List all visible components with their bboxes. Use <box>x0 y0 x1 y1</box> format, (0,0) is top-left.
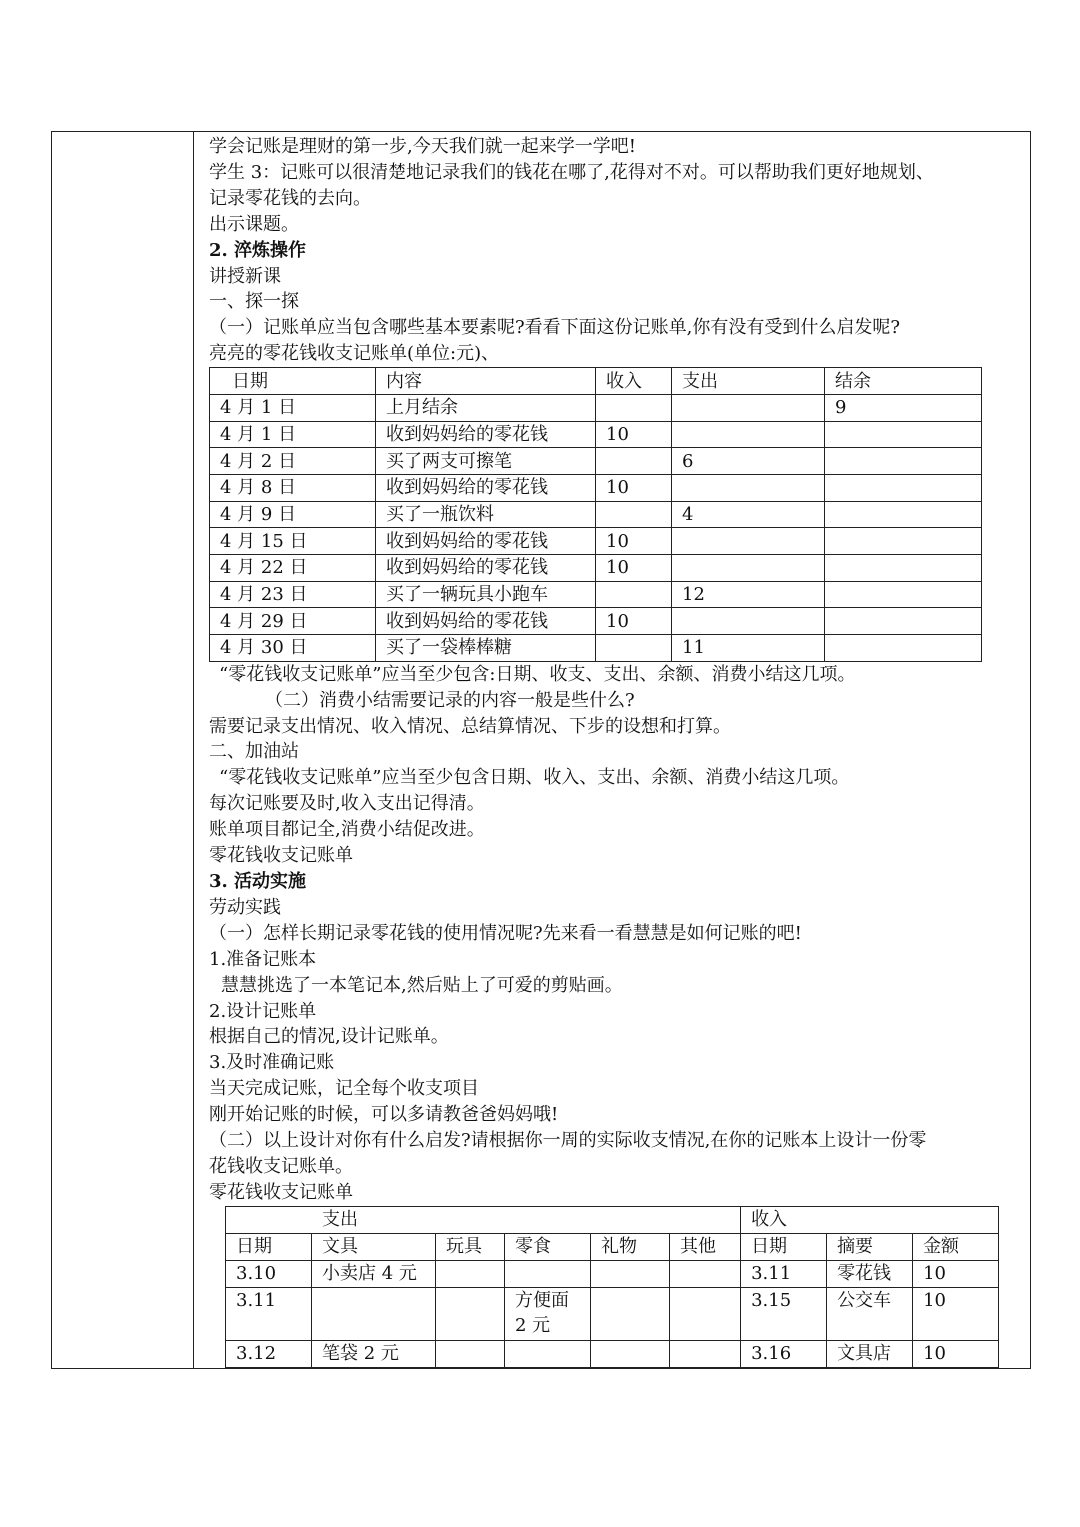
ledger-cell: 4 <box>672 501 825 528</box>
column-divider <box>193 132 194 1368</box>
ledger-cell: 买了一瓶饮料 <box>376 501 596 528</box>
book-cell <box>670 1340 741 1367</box>
subsection-heading: 一、探一探 <box>209 291 299 313</box>
book-cell-line: 方便面 <box>515 1289 569 1311</box>
ledger-cell: 4 月 22 日 <box>210 554 376 581</box>
ledger-cell <box>825 528 982 555</box>
ledger-cell: 10 <box>596 554 672 581</box>
ledger-cell <box>596 635 672 662</box>
ledger-cell: 12 <box>672 581 825 608</box>
ledger-cell: 4 月 9 日 <box>210 501 376 528</box>
book-cell: 小卖店 4 元 <box>312 1260 436 1287</box>
expense-group-header: 支出 <box>226 1206 741 1233</box>
book-cell: 3.11 <box>741 1260 827 1287</box>
text-line: 刚开始记账的时候，可以多请教爸爸妈妈哦! <box>209 1104 559 1126</box>
ledger-cell <box>596 448 672 475</box>
ledger-cell <box>672 394 825 421</box>
ledger-cell: 10 <box>596 528 672 555</box>
ledger-table <box>209 367 982 662</box>
subsection-heading: 劳动实践 <box>209 896 281 918</box>
table-row <box>210 421 982 448</box>
ledger-cell <box>825 421 982 448</box>
ledger-cell: 收到妈妈给的零花钱 <box>376 421 596 448</box>
text-line: “零花钱收支记账单”应当至少包含日期、收入、支出、余额、消费小结这几项。 <box>219 767 850 789</box>
table-row <box>210 448 982 475</box>
book-cell: 3.16 <box>741 1340 827 1367</box>
table-row <box>210 581 982 608</box>
table-row <box>226 1287 999 1340</box>
ledger-cell <box>825 501 982 528</box>
book-cell: 3.10 <box>226 1260 312 1287</box>
ledger-header-cell: 内容 <box>376 368 596 395</box>
book-cell <box>591 1287 670 1340</box>
question-text: （二）以上设计对你有什么启发?请根据你一周的实际收支情况,在你的记账本上设计一份零 <box>209 1130 927 1152</box>
book-cell <box>591 1260 670 1287</box>
ledger-cell: 11 <box>672 635 825 662</box>
book-header-cell: 零食 <box>505 1233 591 1260</box>
book-cell <box>505 1287 591 1340</box>
section-heading: 2. 淬炼操作 <box>209 239 307 261</box>
ledger-header-cell: 日期 <box>210 368 376 395</box>
book-cell: 文具店 <box>827 1340 913 1367</box>
table-row <box>210 528 982 555</box>
ledger-header-cell: 收入 <box>596 368 672 395</box>
book-cell: 10 <box>913 1287 999 1340</box>
ledger-cell <box>825 448 982 475</box>
table-row <box>226 1260 999 1287</box>
ledger-cell: 10 <box>596 421 672 448</box>
ledger-cell <box>825 608 982 635</box>
ledger-cell: 6 <box>672 448 825 475</box>
ledger-cell: 买了两支可擦笔 <box>376 448 596 475</box>
ledger-cell: 4 月 15 日 <box>210 528 376 555</box>
step-heading: 2.设计记账单 <box>209 1000 317 1022</box>
account-book-table <box>225 1206 999 1368</box>
table-row <box>210 635 982 662</box>
text-line: 零花钱收支记账单 <box>209 845 353 867</box>
book-cell <box>591 1340 670 1367</box>
ledger-cell: 10 <box>596 474 672 501</box>
text-line: 需要记录支出情况、收入情况、总结算情况、下步的设想和打算。 <box>209 715 731 737</box>
ledger-cell <box>825 581 982 608</box>
ledger-header-row <box>210 368 982 395</box>
question-text: （一）怎样长期记录零花钱的使用情况呢?先来看一看慧慧是如何记账的吧! <box>209 922 802 944</box>
book-header-cell: 日期 <box>226 1233 312 1260</box>
ledger-cell: 收到妈妈给的零花钱 <box>376 554 596 581</box>
ledger-cell <box>596 394 672 421</box>
book-cell <box>670 1287 741 1340</box>
ledger-cell: 买了一袋棒棒糖 <box>376 635 596 662</box>
ledger-cell <box>672 474 825 501</box>
ledger-cell <box>596 501 672 528</box>
step-heading: 3.及时准确记账 <box>209 1052 335 1074</box>
ledger-cell: 4 月 1 日 <box>210 394 376 421</box>
section-heading: 3. 活动实施 <box>209 870 307 892</box>
book-header-cell: 文具 <box>312 1233 436 1260</box>
book-cell <box>505 1340 591 1367</box>
text-line: 花钱收支记账单。 <box>209 1155 353 1177</box>
book-header-cell: 玩具 <box>436 1233 505 1260</box>
subsection-heading: 二、加油站 <box>209 741 299 763</box>
ledger-cell: 10 <box>596 608 672 635</box>
ledger-cell: 4 月 30 日 <box>210 635 376 662</box>
ledger-header-cell: 结余 <box>825 368 982 395</box>
book-cell <box>312 1287 436 1340</box>
book-cell: 10 <box>913 1260 999 1287</box>
table-row <box>226 1340 999 1367</box>
ledger-cell: 4 月 2 日 <box>210 448 376 475</box>
book-cell-line: 2 元 <box>515 1315 551 1337</box>
ledger-cell: 4 月 23 日 <box>210 581 376 608</box>
table-row <box>210 608 982 635</box>
table-row <box>210 394 982 421</box>
book-header-cell: 金额 <box>913 1233 999 1260</box>
book-cell <box>436 1340 505 1367</box>
text-line: 学生 3：记账可以很清楚地记录我们的钱花在哪了,花得对不对。可以帮助我们更好地规划、 <box>209 161 934 183</box>
question-text: （二）消费小结需要记录的内容一般是些什么? <box>265 689 635 711</box>
ledger-caption: 亮亮的零花钱收支记账单(单位:元)、 <box>209 343 500 365</box>
question-text: （一）记账单应当包含哪些基本要素呢?看看下面这份记账单,你有没有受到什么启发呢? <box>209 317 901 339</box>
book-cell: 公交车 <box>827 1287 913 1340</box>
subsection-heading: 讲授新课 <box>209 265 281 287</box>
ledger-cell: 4 月 1 日 <box>210 421 376 448</box>
ledger-cell <box>672 528 825 555</box>
lesson-plan-table <box>51 131 1031 1369</box>
income-group-header: 收入 <box>741 1206 999 1233</box>
text-line: 账单项目都记全,消费小结促改进。 <box>209 819 485 841</box>
ledger-cell <box>672 608 825 635</box>
table-caption: 零花钱收支记账单 <box>209 1181 353 1203</box>
text-line: 记录零花钱的去向。 <box>209 187 371 209</box>
table-row <box>210 501 982 528</box>
step-heading: 1.准备记账本 <box>209 948 317 970</box>
book-group-row <box>226 1206 999 1233</box>
ledger-cell: 收到妈妈给的零花钱 <box>376 528 596 555</box>
text-line: 根据自己的情况,设计记账单。 <box>209 1026 449 1048</box>
book-header-cell: 日期 <box>741 1233 827 1260</box>
book-cell: 3.15 <box>741 1287 827 1340</box>
ledger-cell <box>672 421 825 448</box>
ledger-cell: 4 月 29 日 <box>210 608 376 635</box>
text-line: 每次记账要及时,收入支出记得清。 <box>209 793 485 815</box>
book-cell: 3.12 <box>226 1340 312 1367</box>
ledger-cell: 上月结余 <box>376 394 596 421</box>
book-cell: 3.11 <box>226 1287 312 1340</box>
ledger-cell <box>825 635 982 662</box>
book-cell <box>436 1260 505 1287</box>
text-line: 出示课题。 <box>209 213 299 235</box>
text-line: 当天完成记账，记全每个收支项目 <box>209 1078 479 1100</box>
ledger-header-cell: 支出 <box>672 368 825 395</box>
text-line: 慧慧挑选了一本笔记本,然后贴上了可爱的剪贴画。 <box>221 974 623 996</box>
ledger-cell: 收到妈妈给的零花钱 <box>376 474 596 501</box>
text-line: 学会记账是理财的第一步,今天我们就一起来学一学吧! <box>209 136 636 157</box>
ledger-cell: 9 <box>825 394 982 421</box>
ledger-cell <box>672 554 825 581</box>
book-header-cell: 摘要 <box>827 1233 913 1260</box>
book-cell <box>505 1260 591 1287</box>
lesson-content <box>209 134 1019 1368</box>
ledger-cell: 4 月 8 日 <box>210 474 376 501</box>
book-cell: 10 <box>913 1340 999 1367</box>
book-cell: 零花钱 <box>827 1260 913 1287</box>
book-cell: 笔袋 2 元 <box>312 1340 436 1367</box>
ledger-cell <box>825 554 982 581</box>
ledger-cell: 买了一辆玩具小跑车 <box>376 581 596 608</box>
text-line: “零花钱收支记账单”应当至少包含:日期、收支、支出、余额、消费小结这几项。 <box>219 663 856 685</box>
book-cell <box>670 1260 741 1287</box>
book-header-row <box>226 1233 999 1260</box>
book-header-cell: 其他 <box>670 1233 741 1260</box>
table-row <box>210 554 982 581</box>
ledger-cell: 收到妈妈给的零花钱 <box>376 608 596 635</box>
book-header-cell: 礼物 <box>591 1233 670 1260</box>
ledger-cell <box>825 474 982 501</box>
ledger-cell <box>596 581 672 608</box>
table-row <box>210 474 982 501</box>
book-cell <box>436 1287 505 1340</box>
